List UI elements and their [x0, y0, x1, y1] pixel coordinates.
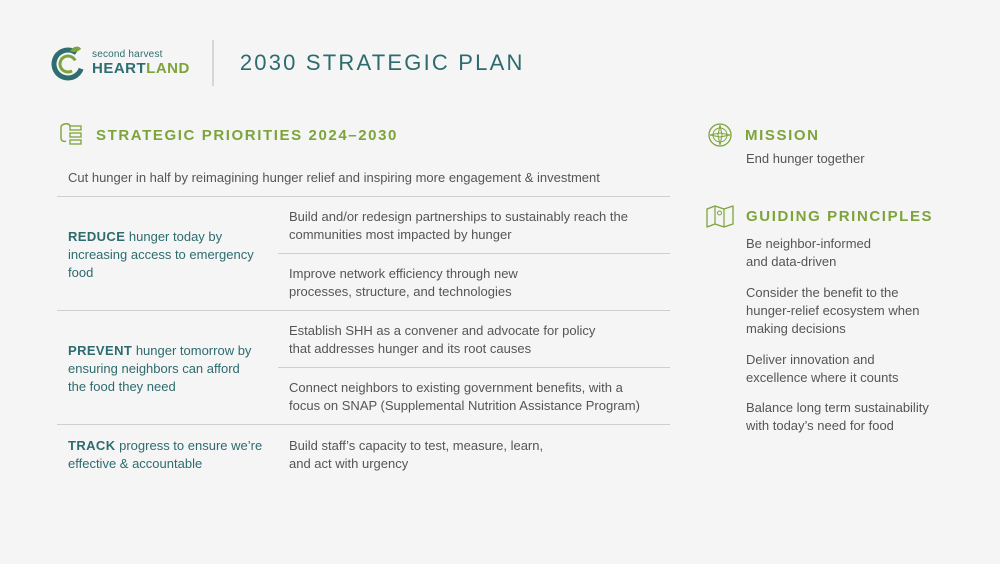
header-divider — [212, 40, 214, 86]
mission-heading — [707, 122, 820, 148]
table-divider — [57, 310, 670, 311]
priority-item: Establish SHH as a convener and advocate for policy that addresses hunger and its root causes — [289, 323, 596, 356]
pillar-keyword: TRACK — [68, 438, 116, 453]
row-divider — [278, 253, 670, 254]
priority-item: Build staff’s capacity to test, measure, learn, and act with urgency — [289, 438, 544, 471]
priorities-heading — [58, 122, 398, 148]
logo-mark-icon — [48, 43, 88, 83]
logo-line-1: second harvest — [92, 49, 163, 60]
logo-wordmark — [92, 50, 190, 76]
pillar-keyword: PREVENT — [68, 343, 133, 358]
priorities-intro: Cut hunger in half by reimagining hunger relief and inspiring more engagement & investment — [68, 170, 600, 185]
logo-land: LAND — [146, 60, 190, 77]
pillar-text: hunger tomorrow by ensuring neighbors can afford the food they need — [68, 343, 252, 394]
pillar-keyword: REDUCE — [68, 229, 126, 244]
pillar-text: hunger today by increasing access to emergency food — [68, 229, 254, 280]
row-divider — [278, 367, 670, 368]
logo[interactable] — [48, 43, 190, 83]
priority-item: Improve network efficiency through new processes, structure, and technologies — [289, 266, 518, 299]
compass-icon — [707, 122, 733, 148]
map-icon — [706, 204, 734, 228]
pillar-track — [68, 437, 263, 473]
priority-item: Build and/or redesign partnerships to sustainably reach the communities most impacted by hunger — [289, 209, 628, 242]
principle-item: Be neighbor-informed and data-driven — [746, 236, 872, 269]
priorities-title: STRATEGIC PRIORITIES 2024–2030 — [96, 126, 398, 144]
mission-text: End hunger together — [746, 151, 865, 166]
mission-title: MISSION — [745, 126, 820, 144]
principle-item: Balance long term sustainability with today’s need for food — [746, 400, 929, 433]
table-divider — [57, 196, 670, 197]
logo-line-2 — [92, 61, 190, 76]
pillar-reduce — [68, 228, 268, 282]
principles-title: GUIDING PRINCIPLES — [746, 207, 934, 225]
principle-item: Consider the benefit to the hunger-relief ecosystem when making decisions — [746, 285, 920, 336]
pillar-text: progress to ensure we’re effective & accountable — [68, 438, 263, 471]
principle-item: Deliver innovation and excellence where it counts — [746, 352, 899, 385]
header — [48, 40, 525, 86]
priority-item: Connect neighbors to existing government benefits, with a focus on SNAP (Supplemental Nutrition Assistance Program) — [289, 380, 640, 413]
principles-heading — [706, 204, 933, 228]
logo-heart: HEART — [92, 60, 147, 77]
table-divider — [57, 424, 670, 425]
pillar-prevent — [68, 342, 258, 396]
priorities-icon — [58, 122, 84, 148]
page-title: 2030 STRATEGIC PLAN — [239, 50, 525, 75]
